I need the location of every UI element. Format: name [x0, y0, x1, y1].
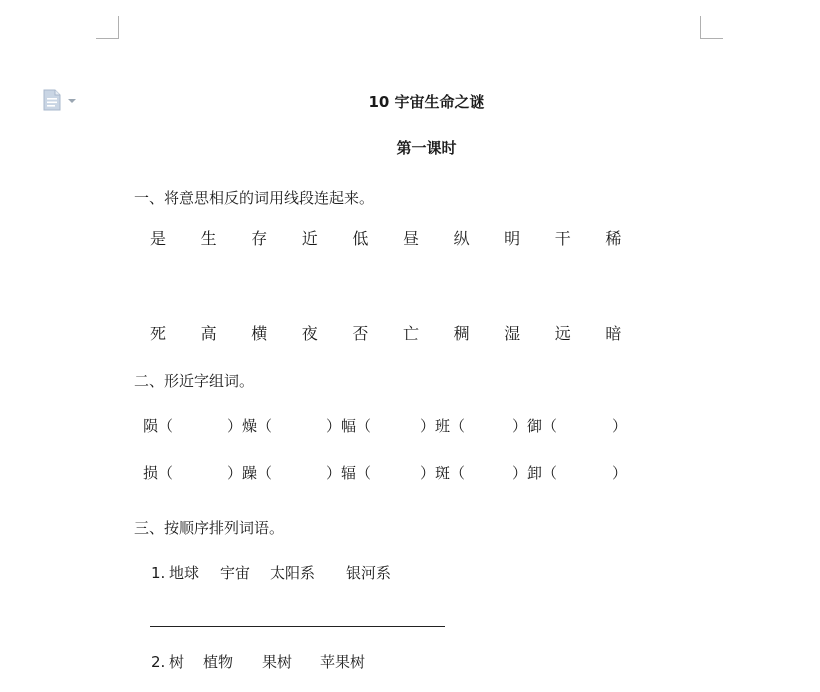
crop-mark-top-left: [96, 16, 119, 39]
page-title: 10 宇宙生命之谜: [368, 93, 485, 111]
lesson-subtitle: 第一课时: [396, 139, 457, 157]
blank-item: ）躁（: [227, 464, 273, 482]
antonym-word: 是: [150, 229, 167, 248]
blank-item: ）辐（: [326, 464, 372, 482]
antonym-word: 近: [301, 229, 318, 248]
antonym-word: 稀: [605, 229, 622, 248]
antonym-word: 昼: [402, 229, 419, 248]
antonym-word: 横: [251, 324, 268, 343]
blank-item: ）: [612, 464, 628, 482]
antonym-word: 夜: [301, 324, 318, 343]
ordering-word: 果树: [262, 653, 293, 671]
antonym-word: 高: [200, 324, 217, 343]
antonym-word: 纵: [453, 229, 470, 248]
section-3-heading: 三、按顺序排列词语。: [134, 519, 285, 537]
antonym-word: 存: [251, 229, 268, 248]
blank-item: 陨（: [143, 417, 174, 435]
ordering-word: 苹果树: [320, 653, 366, 671]
blank-item: ）: [612, 417, 628, 435]
antonym-word: 稠: [453, 324, 470, 343]
section-2-heading: 二、形近字组词。: [134, 372, 255, 390]
blank-item: 损（: [143, 464, 174, 482]
blank-item: ）斑（: [420, 464, 466, 482]
antonym-word: 死: [150, 324, 167, 343]
antonym-bottom-row: [150, 324, 656, 344]
answer-line: [150, 626, 445, 627]
blank-item: ）卸（: [512, 464, 558, 482]
antonym-word: 暗: [605, 324, 622, 343]
antonym-word: 否: [352, 324, 369, 343]
blank-item: ）燥（: [227, 417, 273, 435]
ordering-word: 树: [169, 653, 185, 671]
antonym-word: 远: [554, 324, 571, 343]
blank-item: ）班（: [420, 417, 466, 435]
blank-item: ）幅（: [326, 417, 372, 435]
antonym-top-row: [150, 229, 656, 249]
ordering-word: 银河系: [346, 564, 392, 582]
antonym-word: 湿: [504, 324, 521, 343]
antonym-word: 生: [200, 229, 217, 248]
antonym-word: 明: [504, 229, 521, 248]
ordering-word: 太阳系: [270, 564, 316, 582]
antonym-word: 干: [554, 229, 571, 248]
antonym-word: 亡: [402, 324, 419, 343]
ordering-word: 宇宙: [220, 564, 251, 582]
question-number: 1.: [151, 564, 166, 582]
question-number: 2.: [151, 653, 166, 671]
ordering-word: 植物: [203, 653, 234, 671]
blank-item: ）御（: [512, 417, 558, 435]
section-1-heading: 一、将意思相反的词用线段连起来。: [134, 189, 375, 207]
crop-mark-top-right: [700, 16, 723, 39]
antonym-word: 低: [352, 229, 369, 248]
ordering-word: 地球: [169, 564, 200, 582]
